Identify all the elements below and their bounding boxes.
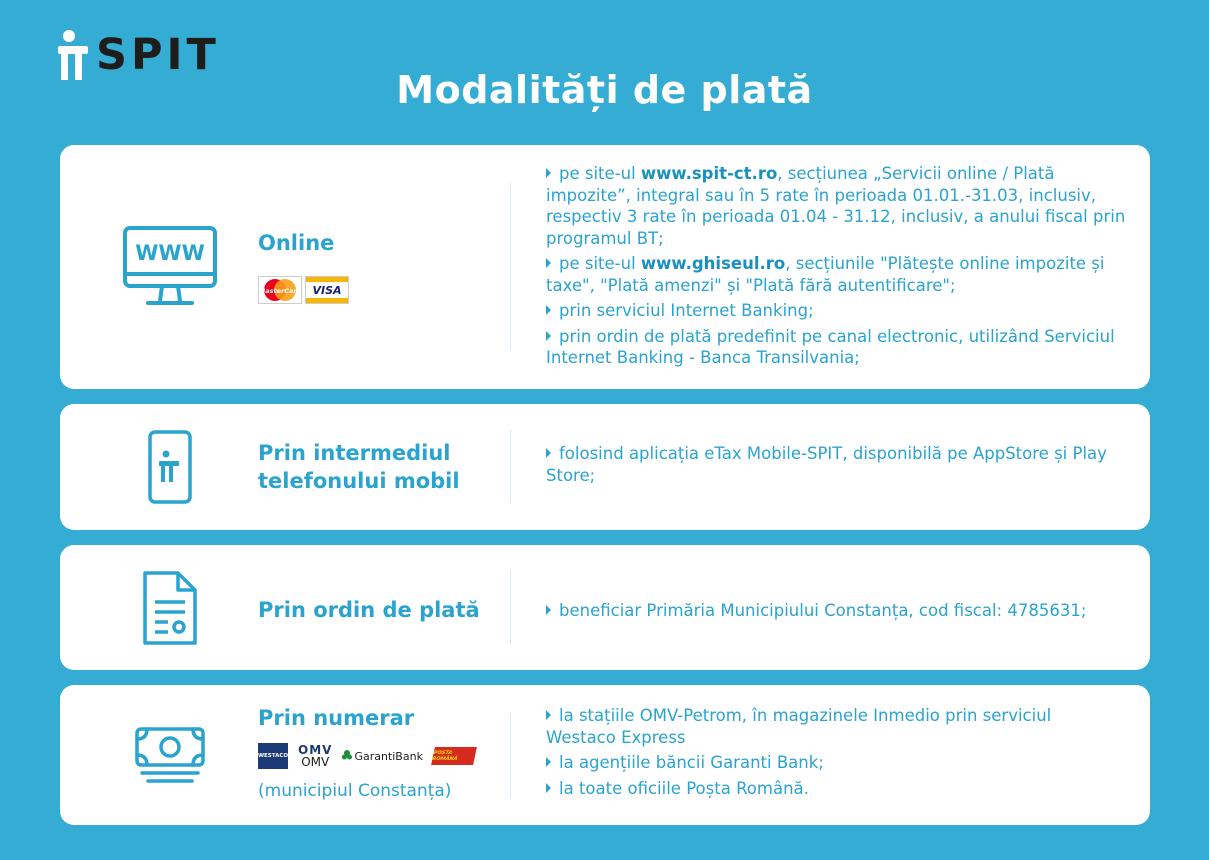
payment-card-cash — [60, 685, 1150, 825]
mobile-phone-icon — [120, 404, 220, 530]
method-title-order: Prin ordin de plată — [258, 598, 480, 622]
garanti-logo: GarantiBank — [342, 750, 423, 763]
list-item: la toate oficiile Poșta Română. — [546, 778, 1126, 800]
card-logos — [258, 276, 349, 304]
list-item: prin ordin de plată predefinit pe canal electronic, utilizând Serviciul Internet Banking - Banca Transilvania; — [546, 326, 1115, 367]
method-title-online: Online — [258, 231, 335, 255]
westaco-logo: WESTACO — [258, 743, 288, 769]
cash-options-list — [546, 705, 1126, 803]
banknote-icon — [120, 685, 220, 825]
list-item: prin serviciul Internet Banking; — [546, 300, 1126, 322]
svg-text:WWW: WWW — [135, 241, 205, 265]
partner-logos — [258, 743, 475, 769]
page-title: Modalități de plată — [396, 68, 813, 112]
order-options-list — [546, 600, 1126, 626]
garanti-clover-icon — [342, 750, 352, 762]
mobile-options-list — [546, 443, 1126, 490]
payment-card-mobile — [60, 404, 1150, 530]
method-title-mobile: Prin intermediul telefonului mobil — [258, 441, 460, 493]
divider — [510, 713, 511, 797]
divider — [510, 430, 511, 504]
list-item: beneficiar Primăria Municipiului Constanța, cod fiscal: 4785631; — [546, 600, 1126, 622]
list-item: pe site-ul www.spit-ct.ro, secțiunea „Servicii online / Plată impozite”, integral sau în 5 rate în perioada 01.01.-31.03, inclusiv, respectiv 3 rate în perioada 01.04 - 31.12, inclusiv, a anului fiscal prin programul BT; — [546, 164, 1126, 248]
cash-note: (municipiul Constanța) — [258, 781, 452, 801]
link-ghiseul[interactable]: www.ghiseul.ro — [640, 254, 786, 273]
posta-romana-logo: POȘTA ROMÂNĂ — [431, 747, 477, 765]
method-title-cash: Prin numerar — [258, 706, 415, 730]
list-item: pe site-ul www.ghiseul.ro, secțiunile "Plătește online impozite și taxe", "Plată amenzi" și "Plată fără autentificare"; — [546, 254, 1105, 295]
divider — [510, 571, 511, 644]
www-monitor-icon — [120, 145, 220, 389]
mastercard-logo — [258, 276, 302, 304]
svg-text:MasterCard: MasterCard — [259, 287, 301, 295]
visa-logo: VISA — [305, 276, 349, 304]
divider — [510, 183, 511, 349]
logo-text: SPIT — [96, 29, 220, 80]
list-item: la stațiile OMV-Petrom, în magazinele Inmedio prin serviciul Westaco Express — [546, 706, 1052, 747]
link-spit-ct[interactable]: www.spit-ct.ro — [640, 164, 778, 183]
list-item: folosind aplicația eTax Mobile-SPIT, disponibilă pe AppStore și Play Store; — [546, 444, 1107, 485]
online-options-list — [546, 163, 1126, 373]
payment-card-online — [60, 145, 1150, 389]
document-icon — [120, 545, 220, 670]
payment-card-order — [60, 545, 1150, 670]
list-item: la agențiile băncii Garanti Bank; — [546, 752, 1126, 774]
omv-logo: OMV OMV — [298, 743, 333, 769]
